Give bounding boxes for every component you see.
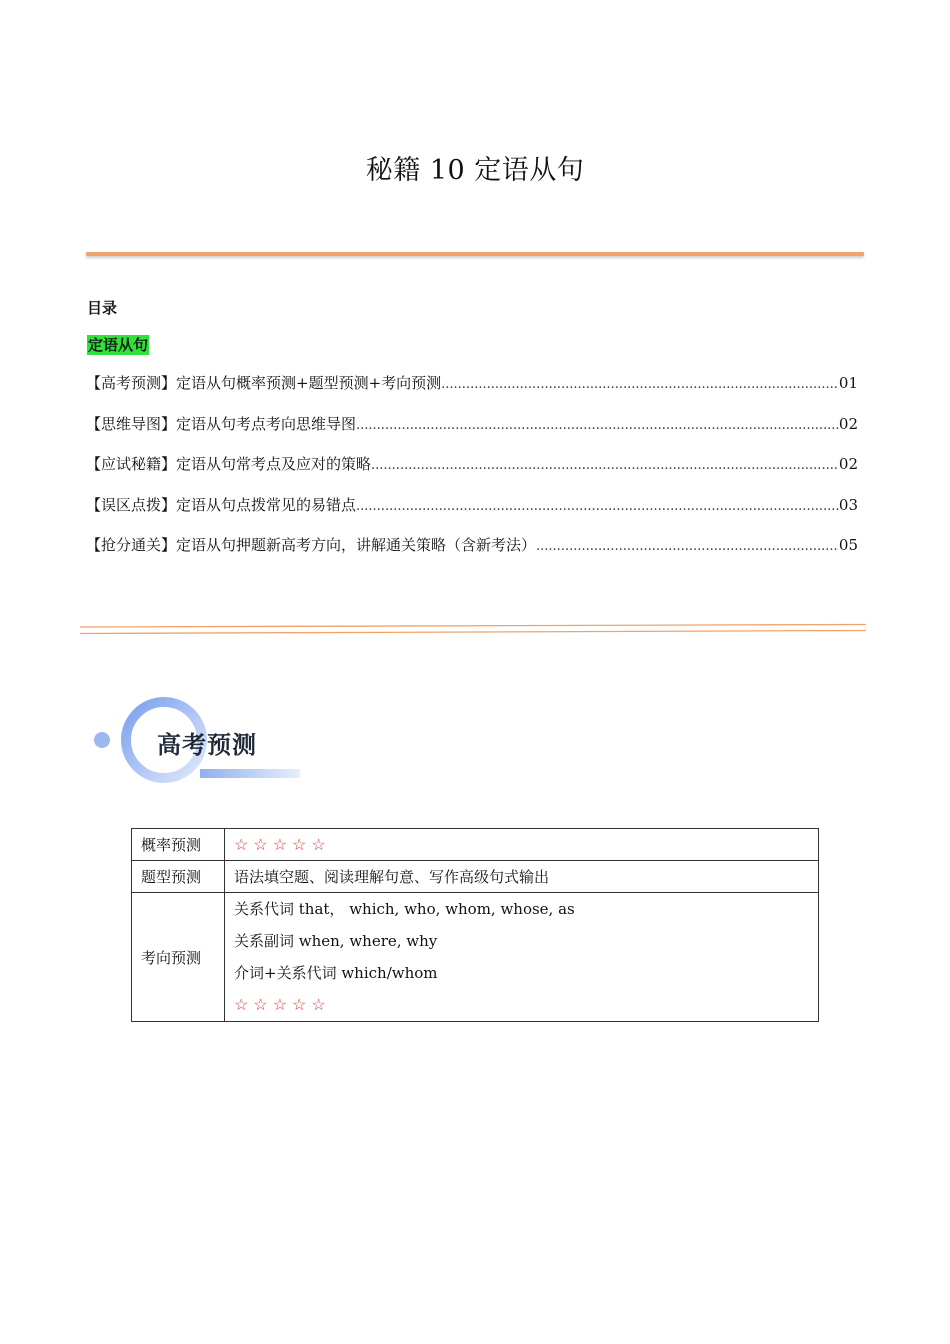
table-line: 介词+关系代词 which/whom xyxy=(234,964,438,982)
toc-item-page: 02 xyxy=(838,414,858,433)
toc-item[interactable] xyxy=(86,534,858,575)
table-value xyxy=(225,893,819,1022)
toc-item[interactable] xyxy=(86,372,858,413)
prediction-table xyxy=(131,828,819,1022)
toc-item[interactable] xyxy=(86,413,858,454)
toc-item[interactable] xyxy=(86,453,858,494)
table-line xyxy=(234,989,809,1021)
section-double-divider xyxy=(80,623,866,635)
toc-leader-dots xyxy=(441,374,839,396)
toc-item-label: 【高考预测】定语从句概率预测+题型预测+考向预测 xyxy=(86,374,442,392)
toc-item-label: 【抢分通关】定语从句押题新高考方向，讲解通关策略（含新考法） xyxy=(86,536,537,554)
table-value xyxy=(225,829,819,861)
toc-item-page: 01 xyxy=(838,374,858,392)
toc-item-page: 05 xyxy=(838,536,858,554)
toc-leader-dots xyxy=(356,496,839,518)
title-divider xyxy=(86,252,864,256)
toc-leader-dots xyxy=(536,536,839,558)
table-label: 考向预测 xyxy=(132,893,225,1022)
star-rating: ☆☆☆☆☆ xyxy=(234,835,331,854)
table-label: 题型预测 xyxy=(132,861,225,893)
table-label: 概率预测 xyxy=(132,829,225,861)
toc-item-page: 02 xyxy=(838,455,858,473)
star-rating: ☆☆☆☆☆ xyxy=(234,995,331,1014)
toc-item-label: 【应试秘籍】定语从句常考点及应对的策略 xyxy=(86,455,372,473)
banner-dot xyxy=(94,732,110,748)
toc-item-label: 【误区点拨】定语从句点拨常见的易错点 xyxy=(86,495,357,514)
table-line: 关系副词 when, where, why xyxy=(234,932,438,950)
table-row xyxy=(132,893,819,1022)
table-line: 关系代词 that， which, who, whom, whose, as xyxy=(234,900,575,918)
toc-list xyxy=(86,372,858,575)
page-title: 秘籍 10 定语从句 xyxy=(365,155,585,186)
toc-item-label: 【思维导图】定语从句考点考向思维导图 xyxy=(86,414,357,433)
banner-bar xyxy=(200,769,300,778)
table-value: 语法填空题、阅读理解句意、写作高级句式输出 xyxy=(225,861,819,893)
toc-item[interactable] xyxy=(86,494,858,535)
banner-title: 高考预测 xyxy=(157,731,257,759)
toc-section-title: 定语从句 xyxy=(88,336,149,354)
toc-heading: 目录 xyxy=(87,299,118,317)
table-row xyxy=(132,829,819,861)
toc-leader-dots xyxy=(356,415,839,437)
table-row xyxy=(132,861,819,893)
toc-leader-dots xyxy=(371,455,839,477)
toc-item-page: 03 xyxy=(838,495,858,514)
